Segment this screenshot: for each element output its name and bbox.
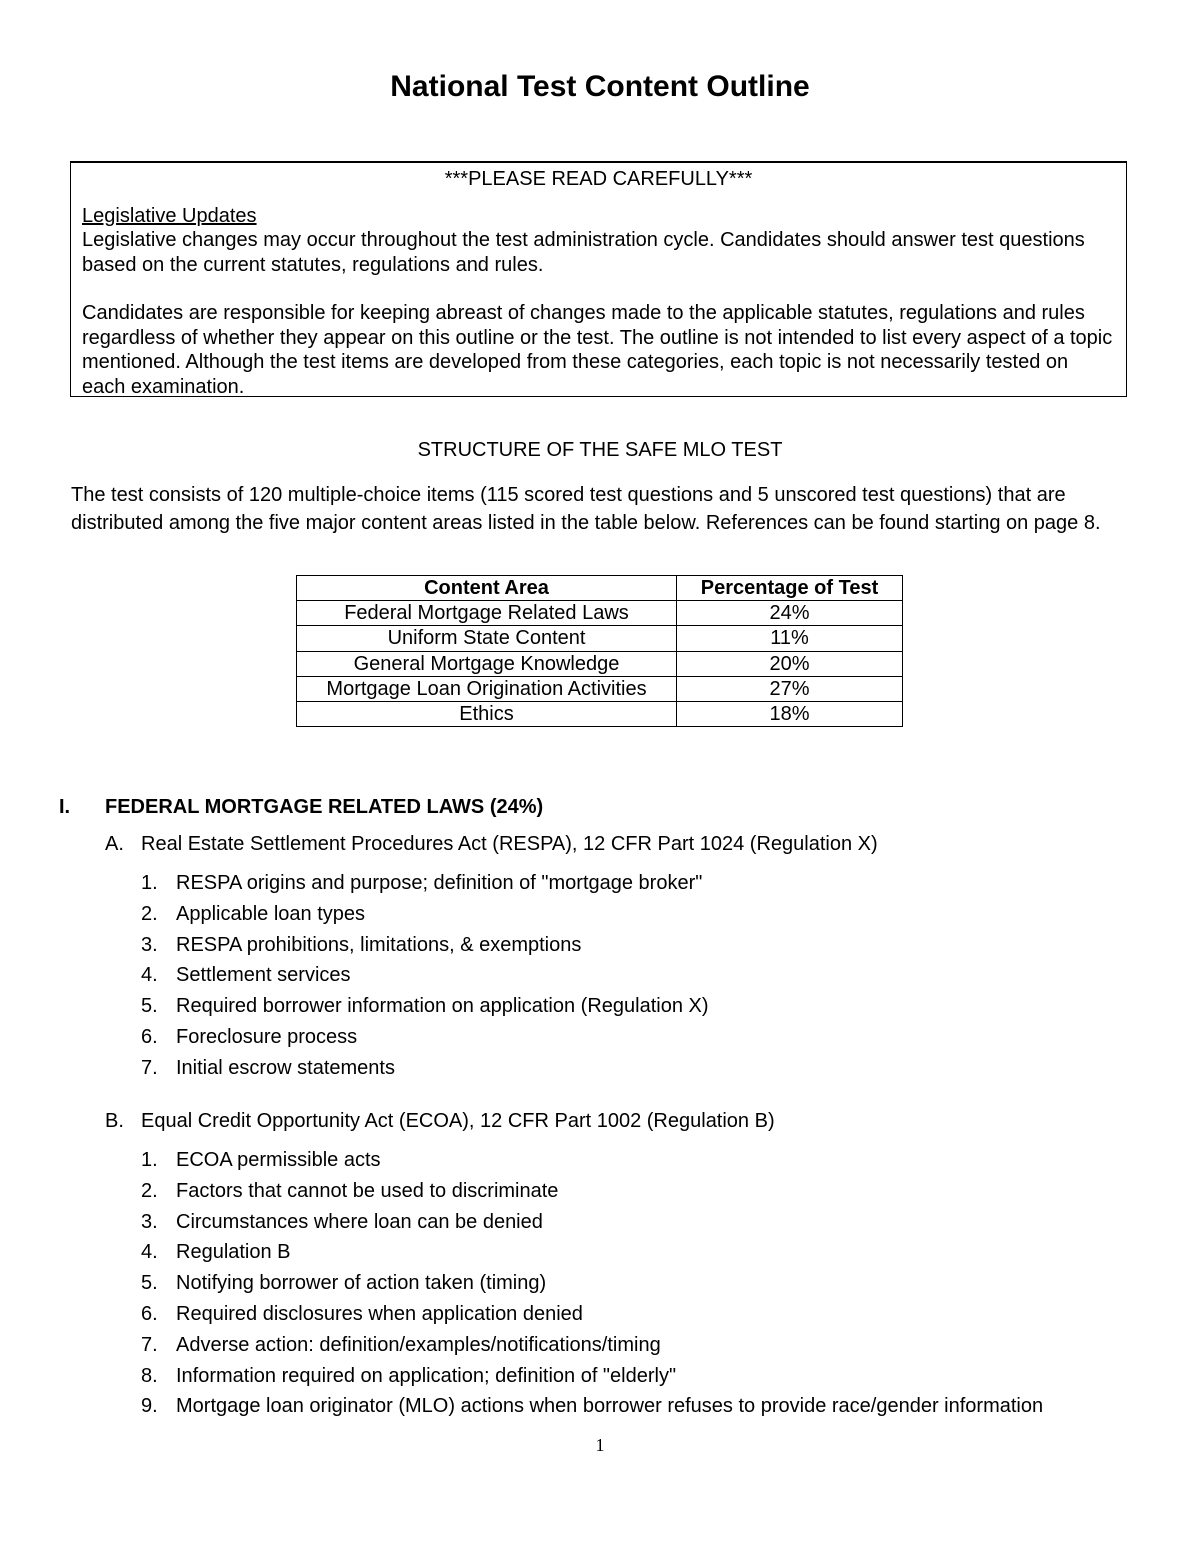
structure-heading: STRUCTURE OF THE SAFE MLO TEST <box>417 439 783 461</box>
table-cell-area: Mortgage Loan Origination Activities <box>297 676 677 701</box>
table-cell-percentage: 18% <box>677 701 903 726</box>
list-item: 2. Applicable loan types <box>141 902 366 925</box>
list-item: 4. Settlement services <box>141 964 351 987</box>
table-row <box>297 626 903 651</box>
subsection-a-list <box>141 871 709 1087</box>
table-cell-percentage: 27% <box>677 676 903 701</box>
table-cell-area: General Mortgage Knowledge <box>297 651 677 676</box>
list-item: 5. Notifying borrower of action taken (timing) <box>141 1272 547 1295</box>
list-item: 1. ECOA permissible acts <box>141 1149 381 1171</box>
list-item: 1. RESPA origins and purpose; definition of "mortgage broker" <box>141 872 703 894</box>
subsection-b-list <box>141 1148 1043 1425</box>
table-cell-area: Federal Mortgage Related Laws <box>297 601 677 626</box>
table-cell-percentage: 24% <box>677 601 903 626</box>
list-item: 7. Initial escrow statements <box>141 1056 395 1079</box>
notice-subheading: Legislative Updates <box>82 204 257 227</box>
section-heading <box>59 796 543 819</box>
subsection-letter: B. <box>105 1110 124 1132</box>
content-area-table <box>296 575 903 727</box>
list-item: 7. Adverse action: definition/examples/notifications/timing <box>141 1333 661 1356</box>
notice-box <box>70 161 1127 397</box>
table-row <box>297 676 903 701</box>
subsection-title: Equal Credit Opportunity Act (ECOA), 12 CFR Part 1002 (Regulation B) <box>141 1110 775 1132</box>
list-item: 8. Information required on application; definition of "elderly" <box>141 1364 677 1387</box>
page-number: 1 <box>595 1435 605 1455</box>
table-row <box>297 701 903 726</box>
intro-paragraph: The test consists of 120 multiple-choice items (115 scored test questions and 5 unscored test questions) that are distributed among the five major content areas listed in the table below. References can be found starting on page 8. <box>71 484 1101 534</box>
table-cell-area: Uniform State Content <box>297 626 677 651</box>
list-item: 6. Required disclosures when application denied <box>141 1302 583 1325</box>
list-item: 6. Foreclosure process <box>141 1025 358 1048</box>
table-header-percentage: Percentage of Test <box>677 576 903 601</box>
table-cell-percentage: 20% <box>677 651 903 676</box>
list-item: 5. Required borrower information on application (Regulation X) <box>141 995 709 1018</box>
table-row <box>297 601 903 626</box>
list-item: 9. Mortgage loan originator (MLO) actions when borrower refuses to provide race/gender information <box>141 1395 1044 1418</box>
notice-header: ***PLEASE READ CAREFULLY*** <box>444 168 753 190</box>
table-header-content-area: Content Area <box>297 576 677 601</box>
page-title: National Test Content Outline <box>390 70 810 103</box>
section-number: I. <box>59 796 71 818</box>
subsection-heading-b <box>105 1110 775 1133</box>
table-cell-percentage: 11% <box>677 626 903 651</box>
subsection-title: Real Estate Settlement Procedures Act (RESPA), 12 CFR Part 1024 (Regulation X) <box>141 833 878 855</box>
table-row <box>297 651 903 676</box>
subsection-letter: A. <box>105 833 124 855</box>
notice-paragraph-2: Candidates are responsible for keeping abreast of changes made to the applicable statutes, regulations and rules regardless of whether they appear on this outline or the test. The outline is not intended to list every aspect of a topic mentioned. Although the test items are developed from these categories, each topic is not necessarily tested on each examination. <box>82 302 1113 398</box>
subsection-heading-a <box>105 833 878 856</box>
section-title: FEDERAL MORTGAGE RELATED LAWS (24%) <box>105 796 544 818</box>
notice-paragraph-1: Legislative changes may occur throughout the test administration cycle. Candidates should answer test questions based on the current statutes, regulations and rules. <box>82 229 1085 276</box>
list-item: 2. Factors that cannot be used to discriminate <box>141 1179 559 1202</box>
table-cell-area: Ethics <box>297 701 677 726</box>
list-item: 3. RESPA prohibitions, limitations, & exemptions <box>141 933 582 956</box>
table-header-row <box>297 576 903 601</box>
list-item: 3. Circumstances where loan can be denied <box>141 1210 543 1233</box>
list-item: 4. Regulation B <box>141 1241 291 1264</box>
